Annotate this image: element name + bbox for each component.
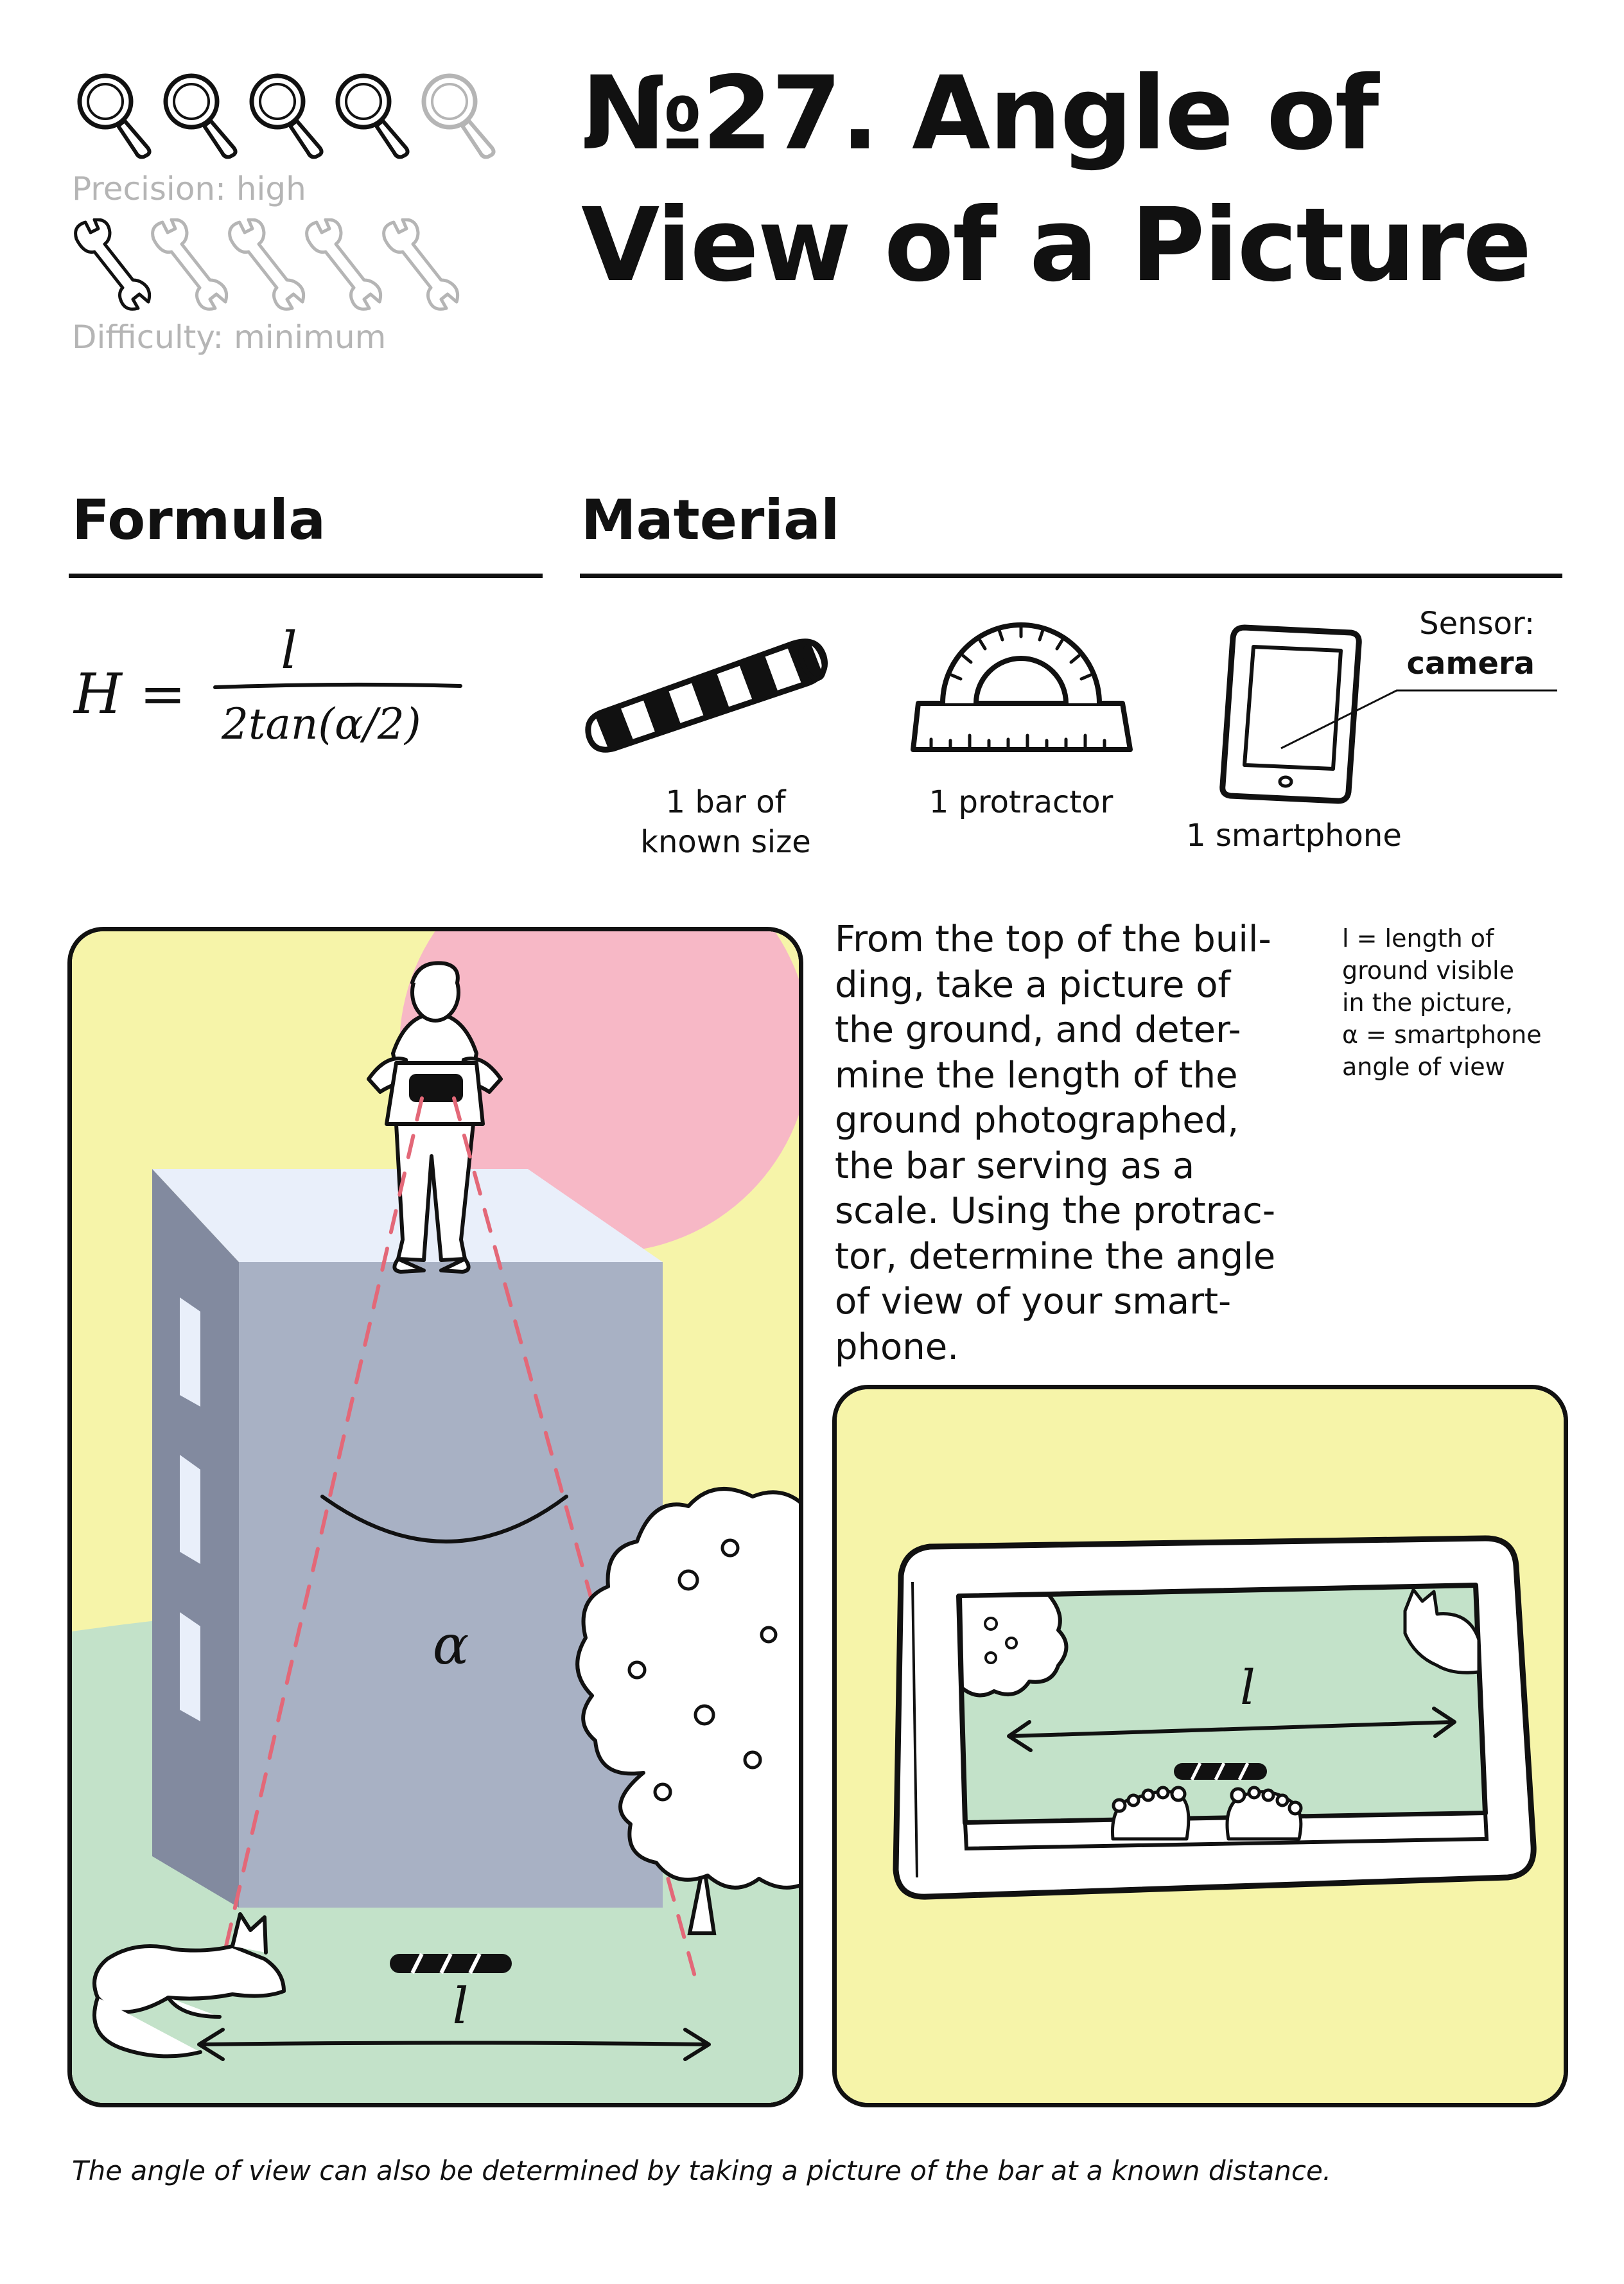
alpha-label: α <box>432 1613 469 1676</box>
wrench-icon <box>230 220 304 309</box>
page-title: №27. Angle of View of a Picture <box>581 55 1531 304</box>
sensor-pointer <box>1275 678 1596 755</box>
material-divider <box>580 574 1562 578</box>
material-heading: Material <box>581 488 840 552</box>
formula-lhs: H = <box>74 662 186 726</box>
wrench-icon <box>307 220 381 309</box>
formula-heading: Formula <box>72 488 326 552</box>
magnifier-icon <box>338 76 408 157</box>
wrench-icon <box>384 220 458 309</box>
instructions-text: From the top of the buil- ding, take a picture of the ground, and deter- mine the length of the ground photographed, the bar serving as a scale. Using the protrac- tor, determine the angle of view of your smart- phone. <box>835 918 1276 1368</box>
formula-numerator: l <box>281 620 297 680</box>
material-smartphone-label: 1 smartphone <box>1186 818 1402 854</box>
magnifier-icon <box>166 76 236 157</box>
magnifier-icon <box>80 76 150 157</box>
magnifier-icon <box>252 76 322 157</box>
variable-legend: l = length of ground visible in the picture, α = smartphone angle of view <box>1342 924 1542 1081</box>
difficulty-rating <box>67 218 478 315</box>
length-label-left: l <box>452 1978 469 2035</box>
illustration-screen-panel <box>832 1385 1568 2107</box>
illustration-building-panel <box>67 927 803 2107</box>
formula <box>67 617 555 771</box>
footnote-caption: The angle of view can also be determined by taking a picture of the bar at a known distance. <box>72 2155 1332 2186</box>
screen-bar <box>1174 1763 1267 1780</box>
wrench-icon <box>153 220 227 309</box>
magnifier-icon <box>424 76 494 157</box>
bar-icon <box>581 617 838 758</box>
ground-bar <box>390 1954 512 1973</box>
length-label-right: l <box>1240 1660 1255 1716</box>
wrench-icon <box>76 220 150 309</box>
difficulty-label: Difficulty: minimum <box>72 319 387 356</box>
sensor-label: Sensor: camera <box>1406 606 1535 681</box>
fraction-bar <box>215 685 460 687</box>
sensor-value: camera <box>1406 646 1535 681</box>
formula-denominator: 2tan(α/2) <box>222 699 421 749</box>
material-bar-label: 1 bar of known size <box>640 784 811 860</box>
precision-label: Precision: high <box>72 170 306 207</box>
protractor-icon <box>905 613 1137 761</box>
formula-divider <box>69 574 543 578</box>
material-protractor-label: 1 protractor <box>929 784 1113 820</box>
precision-rating <box>72 69 509 159</box>
